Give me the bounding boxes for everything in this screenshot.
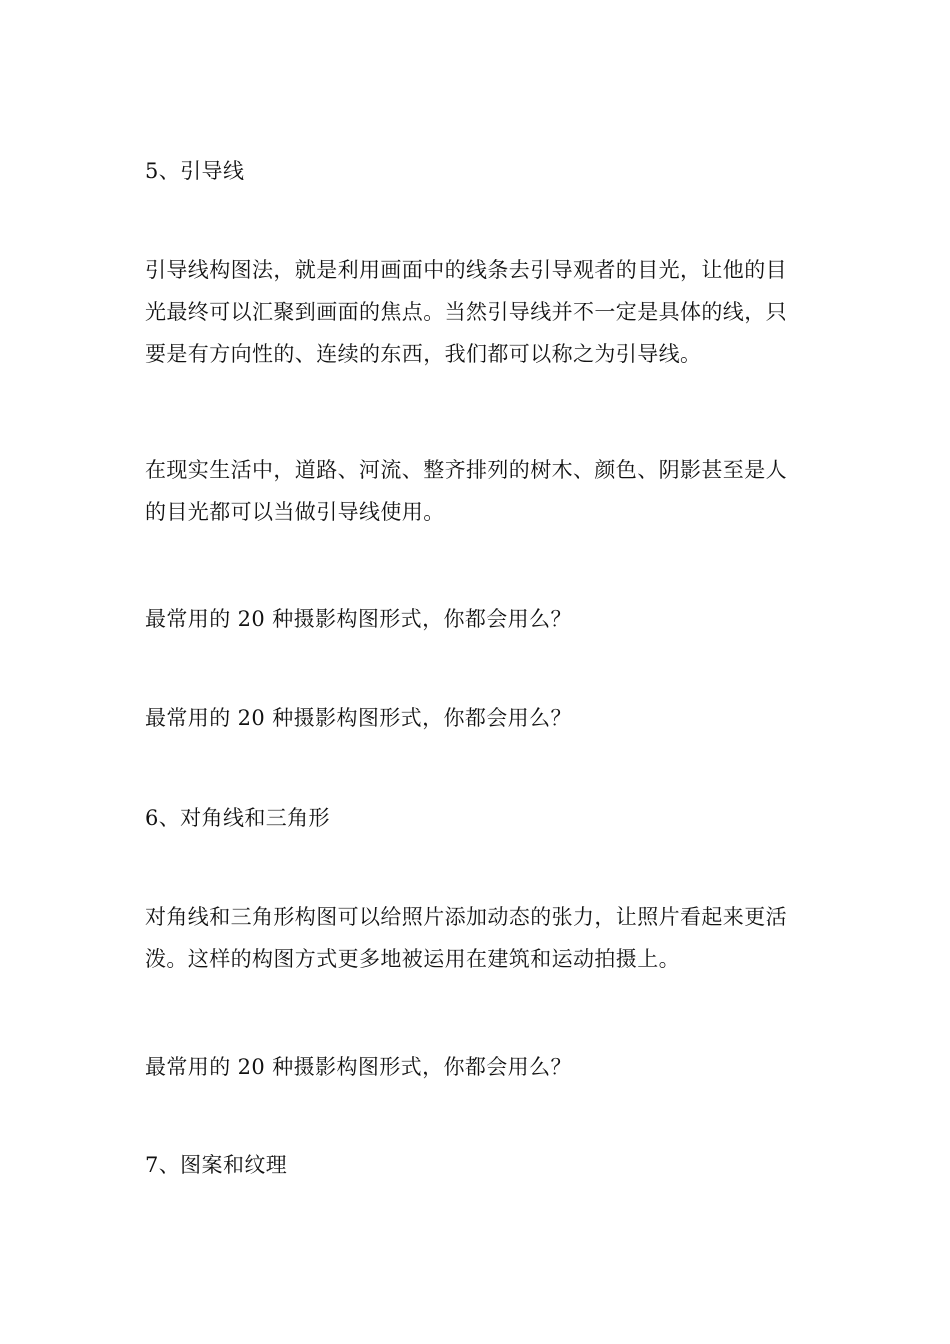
- image-caption: [145, 598, 825, 640]
- text-line: 5、引导线: [145, 159, 245, 183]
- section-heading-7: [145, 1144, 825, 1186]
- text-line: 最常用的 20 种摄影构图形式，你都会用么？: [145, 607, 572, 631]
- text-line: 的目光都可以当做引导线使用。: [145, 500, 445, 524]
- text-line: 6、对角线和三角形: [145, 806, 330, 830]
- section-heading-5: [145, 150, 825, 192]
- image-caption: [145, 697, 825, 739]
- text-line: 光最终可以汇聚到画面的焦点。当然引导线并不一定是具体的线，只: [145, 300, 787, 324]
- text-line: 在现实生活中，道路、河流、整齐排列的树木、颜色、阴影甚至是人: [145, 458, 787, 482]
- text-line: 最常用的 20 种摄影构图形式，你都会用么？: [145, 706, 572, 730]
- paragraph-leading-lines-examples: [145, 449, 825, 533]
- paragraph-diagonal-triangle: [145, 896, 825, 980]
- text-line: 泼。这样的构图方式更多地被运用在建筑和运动拍摄上。: [145, 947, 680, 971]
- text-line: 对角线和三角形构图可以给照片添加动态的张力，让照片看起来更活: [145, 905, 787, 929]
- paragraph-leading-lines-definition: [145, 249, 825, 375]
- image-caption: [145, 1046, 825, 1088]
- text-line: 要是有方向性的、连续的东西，我们都可以称之为引导线。: [145, 342, 702, 366]
- text-line: 引导线构图法，就是利用画面中的线条去引导观者的目光，让他的目: [145, 258, 787, 282]
- text-line: 7、图案和纹理: [145, 1153, 288, 1177]
- text-line: 最常用的 20 种摄影构图形式，你都会用么？: [145, 1055, 572, 1079]
- section-heading-6: [145, 797, 825, 839]
